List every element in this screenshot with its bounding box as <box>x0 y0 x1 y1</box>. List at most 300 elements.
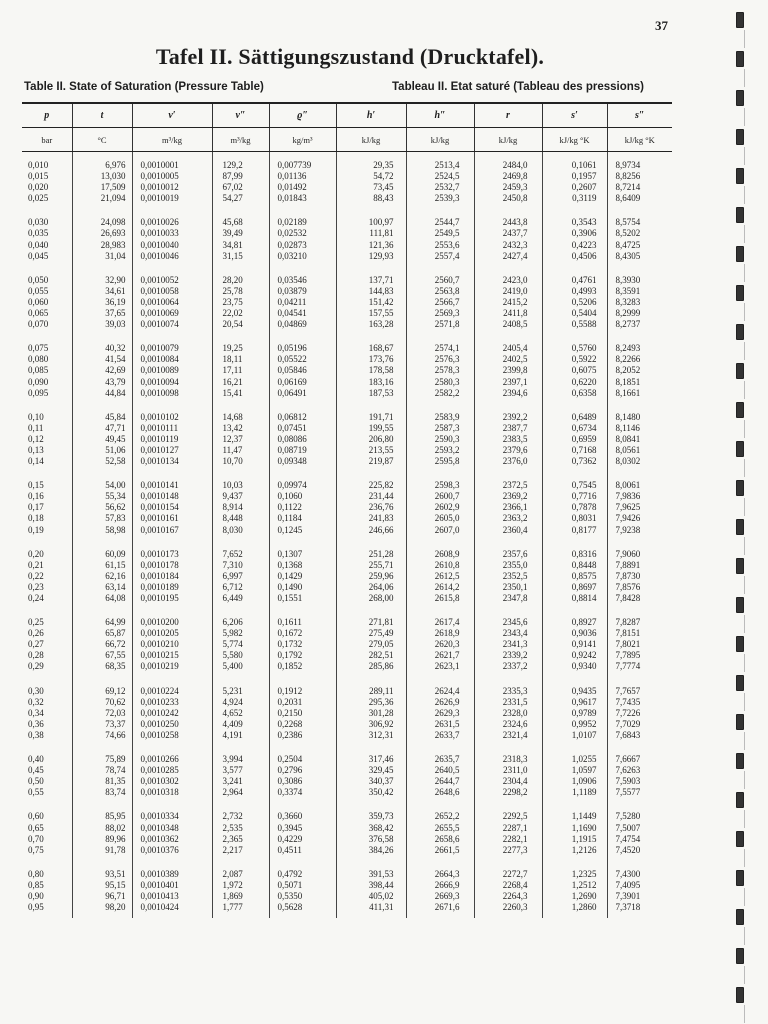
value-v1: 0,0010376 <box>140 844 179 855</box>
value-r: 2369,2 <box>502 491 528 502</box>
cell-s1 <box>542 803 607 860</box>
cell-s2 <box>607 861 672 918</box>
cell-h2 <box>406 541 474 609</box>
value-h1: 225,82 <box>368 480 394 491</box>
value-v2: 5,774 <box>222 639 243 650</box>
cell-p <box>22 541 72 609</box>
cell-s1 <box>542 209 607 266</box>
value-h2: 2605,0 <box>434 513 460 524</box>
value-v2: 45,68 <box>222 217 243 228</box>
value-h2: 2633,7 <box>434 729 460 740</box>
value-v1: 0,0010033 <box>140 228 179 239</box>
value-s1: 0,8448 <box>571 559 597 570</box>
value-rho: 0,2150 <box>277 707 303 718</box>
value-v2: 6,712 <box>222 581 243 592</box>
value-r: 2392,2 <box>502 411 528 422</box>
value-rho: 0,1307 <box>277 548 303 559</box>
value-h2: 2513,4 <box>434 160 460 170</box>
cell-s1 <box>542 609 607 677</box>
value-rho: 0,1490 <box>277 581 303 592</box>
value-v1: 0,0010219 <box>140 661 179 672</box>
value-p: 0,070 <box>28 319 49 330</box>
cell-v2 <box>212 335 269 403</box>
table-row-group <box>22 746 672 803</box>
value-h2: 2626,9 <box>434 696 460 707</box>
value-v2: 28,20 <box>222 274 243 285</box>
cell-s1 <box>542 152 607 210</box>
value-r: 2341,3 <box>502 639 528 650</box>
value-s1: 0,8927 <box>571 617 597 628</box>
cell-p <box>22 746 72 803</box>
value-s2: 7,4300 <box>615 868 641 879</box>
value-h2: 2617,4 <box>434 617 460 628</box>
binding-ring <box>736 558 744 574</box>
column-symbol-h1: h′ <box>336 103 406 128</box>
value-t: 17,509 <box>100 182 126 193</box>
value-r: 2399,8 <box>502 365 528 376</box>
value-rho: 0,02532 <box>277 228 307 239</box>
cell-p <box>22 678 72 746</box>
value-h2: 2576,3 <box>434 354 460 365</box>
cell-h2 <box>406 472 474 540</box>
value-h2: 2655,5 <box>434 822 460 833</box>
cell-rho <box>269 609 336 677</box>
value-rho: 0,06491 <box>277 387 307 398</box>
value-v1: 0,0010064 <box>140 296 179 307</box>
value-rho: 0,1551 <box>277 593 303 603</box>
column-symbol-h2: h″ <box>406 103 474 128</box>
value-v2: 1,777 <box>222 902 243 913</box>
value-s2: 7,5903 <box>615 776 641 787</box>
value-v2: 54,27 <box>222 193 243 204</box>
value-t: 42,69 <box>105 365 126 376</box>
value-h1: 405,02 <box>368 890 394 901</box>
value-v1: 0,0010084 <box>140 354 179 365</box>
binding-gap <box>744 225 745 243</box>
cell-v2 <box>212 861 269 918</box>
value-rho: 0,01843 <box>277 193 307 204</box>
value-rho: 0,09348 <box>277 456 307 467</box>
value-rho: 0,4511 <box>277 844 302 855</box>
value-t: 36,19 <box>105 296 126 307</box>
value-h2: 2566,7 <box>434 296 460 307</box>
value-t: 64,08 <box>105 593 126 603</box>
value-s1: 0,7716 <box>571 491 597 502</box>
value-v2: 4,924 <box>222 696 243 707</box>
value-r: 2363,2 <box>502 513 528 524</box>
cell-t <box>72 746 132 803</box>
value-s1: 0,9617 <box>571 696 597 707</box>
binding-ring <box>736 363 744 379</box>
value-s1: 0,9789 <box>571 707 597 718</box>
value-v2: 11,47 <box>222 444 243 455</box>
value-rho: 0,05846 <box>277 365 307 376</box>
subtitle-french: Tableau II. Etat saturé (Tableau des pressions) <box>392 81 645 93</box>
value-p: 0,23 <box>28 581 44 592</box>
cell-v1 <box>132 267 212 335</box>
value-r: 2324,6 <box>502 718 528 729</box>
value-p: 0,26 <box>28 628 44 639</box>
value-v2: 22,02 <box>222 308 243 319</box>
value-s2: 7,8021 <box>615 639 641 650</box>
value-s1: 1,2512 <box>571 879 597 890</box>
column-unit-v1: m³/kg <box>132 128 212 152</box>
cell-p <box>22 152 72 210</box>
value-v2: 31,15 <box>222 250 243 261</box>
value-t: 32,90 <box>105 274 126 285</box>
value-h1: 100,97 <box>368 217 394 228</box>
value-r: 2415,2 <box>502 296 528 307</box>
value-p: 0,020 <box>28 182 49 193</box>
value-v1: 0,0010200 <box>140 617 179 628</box>
value-rho: 0,007739 <box>277 160 312 170</box>
value-p: 0,085 <box>28 365 49 376</box>
value-v2: 4,652 <box>222 707 243 718</box>
value-h1: 350,42 <box>368 787 394 798</box>
value-p: 0,035 <box>28 228 49 239</box>
value-s1: 0,4223 <box>571 239 597 250</box>
value-h2: 2631,5 <box>434 718 460 729</box>
column-symbol-v2: v″ <box>212 103 269 128</box>
binding-gap <box>744 810 745 828</box>
value-p: 0,010 <box>28 160 49 170</box>
value-s2: 8,1480 <box>615 411 641 422</box>
binding-gap <box>744 615 745 633</box>
value-v1: 0,0010074 <box>140 319 179 330</box>
value-v1: 0,0010046 <box>140 250 179 261</box>
value-h2: 2644,7 <box>434 776 460 787</box>
value-t: 40,32 <box>105 343 126 354</box>
value-rho: 0,09974 <box>277 480 307 491</box>
value-rho: 0,4229 <box>277 833 303 844</box>
cell-h1 <box>336 335 406 403</box>
table-body <box>22 152 672 919</box>
unit-row <box>22 128 672 152</box>
value-p: 0,11 <box>28 422 44 433</box>
value-t: 6,976 <box>105 160 126 170</box>
cell-t <box>72 335 132 403</box>
value-h2: 2624,4 <box>434 685 460 696</box>
value-rho: 0,3945 <box>277 822 303 833</box>
cell-s2 <box>607 803 672 860</box>
binding-gap <box>744 1005 745 1023</box>
column-symbol-t: t <box>72 103 132 128</box>
value-r: 2335,3 <box>502 685 528 696</box>
value-v1: 0,0010012 <box>140 182 179 193</box>
value-s1: 1,1449 <box>571 811 597 822</box>
cell-r <box>474 541 542 609</box>
value-rho: 0,3660 <box>277 811 303 822</box>
value-v2: 25,78 <box>222 285 243 296</box>
value-r: 2484,0 <box>502 160 528 170</box>
binding-ring <box>736 441 744 457</box>
value-r: 2321,4 <box>502 729 528 740</box>
cell-h2 <box>406 678 474 746</box>
binding-ring <box>736 285 744 301</box>
value-t: 65,87 <box>105 628 126 639</box>
value-r: 2304,4 <box>502 776 528 787</box>
column-unit-s1: kJ/kg °K <box>542 128 607 152</box>
cell-h1 <box>336 152 406 210</box>
cell-v1 <box>132 861 212 918</box>
cell-h1 <box>336 404 406 472</box>
value-r: 2387,7 <box>502 422 528 433</box>
value-r: 2405,4 <box>502 343 528 354</box>
value-v1: 0,0010134 <box>140 456 179 467</box>
value-p: 0,15 <box>28 480 44 491</box>
value-p: 0,095 <box>28 387 49 398</box>
value-rho: 0,03210 <box>277 250 307 261</box>
value-t: 68,35 <box>105 661 126 672</box>
value-h2: 2612,5 <box>434 570 460 581</box>
value-s1: 1,2860 <box>571 902 597 913</box>
value-h2: 2608,9 <box>434 548 460 559</box>
cell-v1 <box>132 404 212 472</box>
value-h2: 2595,8 <box>434 456 460 467</box>
value-r: 2432,3 <box>502 239 528 250</box>
cell-rho <box>269 678 336 746</box>
value-h1: 285,86 <box>368 661 394 672</box>
cell-s2 <box>607 267 672 335</box>
value-rho: 0,04541 <box>277 308 307 319</box>
column-symbol-v1: v′ <box>132 103 212 128</box>
value-p: 0,30 <box>28 685 44 696</box>
table-row-group <box>22 541 672 609</box>
value-h1: 384,26 <box>368 844 394 855</box>
value-r: 2397,1 <box>502 376 528 387</box>
value-s1: 1,2690 <box>571 890 597 901</box>
value-v2: 5,580 <box>222 650 243 661</box>
cell-r <box>474 209 542 266</box>
cell-t <box>72 472 132 540</box>
cell-h2 <box>406 404 474 472</box>
cell-h1 <box>336 678 406 746</box>
value-rho: 0,2031 <box>277 696 303 707</box>
value-h1: 151,42 <box>368 296 394 307</box>
value-p: 0,065 <box>28 308 49 319</box>
value-s2: 8,0841 <box>615 433 641 444</box>
value-s2: 8,4725 <box>615 239 641 250</box>
value-v1: 0,0010019 <box>140 193 179 204</box>
value-t: 93,51 <box>105 868 126 879</box>
value-s1: 0,9242 <box>571 650 597 661</box>
value-h2: 2549,5 <box>434 228 460 239</box>
value-t: 91,78 <box>105 844 126 855</box>
column-unit-h2: kJ/kg <box>406 128 474 152</box>
value-t: 95,15 <box>105 879 126 890</box>
value-s1: 1,1690 <box>571 822 597 833</box>
value-s1: 0,7878 <box>571 502 597 513</box>
value-h2: 2532,7 <box>434 182 460 193</box>
value-r: 2345,6 <box>502 617 528 628</box>
binding-gap <box>744 147 745 165</box>
value-t: 37,65 <box>105 308 126 319</box>
value-h2: 2671,6 <box>434 902 460 913</box>
value-v1: 0,0010173 <box>140 548 179 559</box>
value-h2: 2621,7 <box>434 650 460 661</box>
binding-ring <box>736 597 744 613</box>
binding-ring <box>736 675 744 691</box>
value-v1: 0,0010098 <box>140 387 179 398</box>
value-h1: 289,11 <box>369 685 394 696</box>
value-v2: 8,914 <box>222 502 243 513</box>
value-t: 13,030 <box>100 171 126 182</box>
value-r: 2260,3 <box>502 902 528 913</box>
column-unit-v2: m³/kg <box>212 128 269 152</box>
value-h1: 129,93 <box>368 250 394 261</box>
cell-h1 <box>336 803 406 860</box>
column-unit-s2: kJ/kg °K <box>607 128 672 152</box>
value-h2: 2587,3 <box>434 422 460 433</box>
value-rho: 0,2386 <box>277 729 303 740</box>
value-rho: 0,1060 <box>277 491 303 502</box>
value-v1: 0,0010215 <box>140 650 179 661</box>
value-h2: 2614,2 <box>434 581 460 592</box>
binding-gap <box>744 459 745 477</box>
value-rho: 0,02873 <box>277 239 307 250</box>
cell-rho <box>269 472 336 540</box>
value-v1: 0,0010069 <box>140 308 179 319</box>
value-p: 0,28 <box>28 650 44 661</box>
value-rho: 0,2504 <box>277 754 303 765</box>
value-s1: 1,1189 <box>572 787 597 798</box>
binding-gap <box>744 966 745 984</box>
value-h1: 279,05 <box>368 639 394 650</box>
cell-h1 <box>336 472 406 540</box>
binding-gap <box>744 303 745 321</box>
value-s2: 7,3901 <box>615 890 641 901</box>
value-r: 2318,3 <box>502 754 528 765</box>
value-t: 85,95 <box>105 811 126 822</box>
value-r: 2328,0 <box>502 707 528 718</box>
value-rho: 0,01492 <box>277 182 307 193</box>
value-s1: 0,8697 <box>571 581 597 592</box>
cell-rho <box>269 541 336 609</box>
value-r: 2298,2 <box>502 787 528 798</box>
value-t: 45,84 <box>105 411 126 422</box>
value-p: 0,055 <box>28 285 49 296</box>
table-row-group <box>22 404 672 472</box>
value-h1: 219,87 <box>368 456 394 467</box>
cell-v1 <box>132 335 212 403</box>
value-s2: 7,9426 <box>615 513 641 524</box>
value-h1: 306,92 <box>368 718 394 729</box>
column-unit-p: bar <box>22 128 72 152</box>
value-h1: 157,55 <box>368 308 394 319</box>
cell-v1 <box>132 472 212 540</box>
value-s1: 0,7545 <box>571 480 597 491</box>
value-rho: 0,1672 <box>277 628 303 639</box>
cell-v1 <box>132 152 212 210</box>
value-s1: 0,4993 <box>571 285 597 296</box>
value-s2: 7,4754 <box>615 833 641 844</box>
value-rho: 0,1912 <box>277 685 303 696</box>
cell-h2 <box>406 209 474 266</box>
value-s1: 0,6489 <box>571 411 597 422</box>
value-s2: 7,9060 <box>615 548 641 559</box>
value-h2: 2569,3 <box>434 308 460 319</box>
value-h1: 241,83 <box>368 513 394 524</box>
binding-ring <box>736 753 744 769</box>
value-p: 0,17 <box>28 502 44 513</box>
binding-gap <box>744 537 745 555</box>
value-v2: 10,03 <box>222 480 243 491</box>
value-s2: 8,7214 <box>615 182 641 193</box>
value-s1: 0,6220 <box>571 376 597 387</box>
cell-h2 <box>406 609 474 677</box>
value-h1: 236,76 <box>368 502 394 513</box>
cell-h2 <box>406 267 474 335</box>
value-s1: 1,0597 <box>571 765 597 776</box>
value-v2: 87,99 <box>222 171 243 182</box>
cell-r <box>474 267 542 335</box>
value-rho: 0,1732 <box>277 639 303 650</box>
value-r: 2379,6 <box>502 444 528 455</box>
value-s2: 7,4520 <box>615 844 641 855</box>
binding-gap <box>744 576 745 594</box>
value-t: 31,04 <box>105 250 126 261</box>
value-rho: 0,1184 <box>277 513 302 524</box>
cell-rho <box>269 861 336 918</box>
value-h1: 163,28 <box>368 319 394 330</box>
value-r: 2443,8 <box>502 217 528 228</box>
value-h2: 2560,7 <box>434 274 460 285</box>
value-h2: 2557,4 <box>434 250 460 261</box>
value-h1: 191,71 <box>368 411 394 422</box>
value-h2: 2539,3 <box>434 193 460 204</box>
value-p: 0,13 <box>28 444 44 455</box>
cell-v2 <box>212 746 269 803</box>
cell-s1 <box>542 678 607 746</box>
value-r: 2383,5 <box>502 433 528 444</box>
value-rho: 0,08719 <box>277 444 307 455</box>
value-h2: 2615,8 <box>434 593 460 603</box>
value-r: 2264,3 <box>502 890 528 901</box>
value-v1: 0,0010189 <box>140 581 179 592</box>
cell-h1 <box>336 541 406 609</box>
table-row-group <box>22 209 672 266</box>
value-h2: 2658,6 <box>434 833 460 844</box>
cell-p <box>22 861 72 918</box>
value-rho: 0,1852 <box>277 661 303 672</box>
value-v1: 0,0010167 <box>140 524 179 535</box>
value-p: 0,050 <box>28 274 49 285</box>
value-h1: 111,81 <box>369 228 394 239</box>
value-s2: 8,6409 <box>615 193 641 204</box>
value-v1: 0,0010026 <box>140 217 179 228</box>
value-p: 0,025 <box>28 193 49 204</box>
value-p: 0,20 <box>28 548 44 559</box>
value-h1: 391,53 <box>368 868 394 879</box>
value-rho: 0,1122 <box>277 502 302 513</box>
table-row-group <box>22 152 672 210</box>
value-v2: 6,449 <box>222 593 243 603</box>
value-s2: 7,7895 <box>615 650 641 661</box>
value-t: 52,58 <box>105 456 126 467</box>
cell-v2 <box>212 267 269 335</box>
value-rho: 0,06812 <box>277 411 307 422</box>
value-t: 28,983 <box>100 239 126 250</box>
value-v2: 20,54 <box>222 319 243 330</box>
binding-gap <box>744 888 745 906</box>
cell-s1 <box>542 861 607 918</box>
value-s1: 0,1957 <box>571 171 597 182</box>
value-s1: 0,4761 <box>571 274 597 285</box>
value-p: 0,060 <box>28 296 49 307</box>
value-s1: 0,6075 <box>571 365 597 376</box>
value-r: 2347,8 <box>502 593 528 603</box>
value-t: 51,06 <box>105 444 126 455</box>
